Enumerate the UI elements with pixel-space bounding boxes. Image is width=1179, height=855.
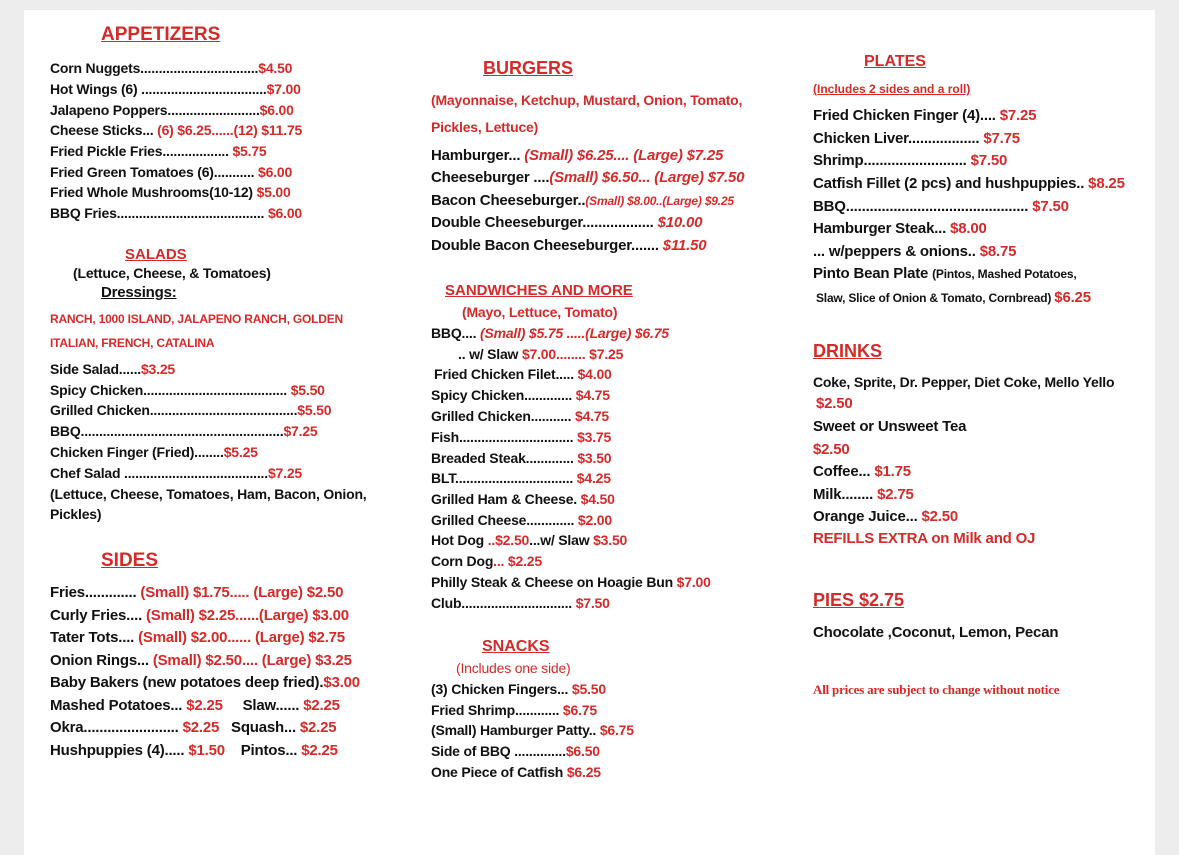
menu-item: Spicy Chicken............. $4.75 (431, 387, 610, 403)
menu-item: Side of BBQ ..............$6.50 (431, 743, 600, 759)
menu-item: Fried Shrimp............ $6.75 (431, 702, 597, 718)
price-disclaimer: All prices are subject to change without notice (813, 682, 1060, 697)
menu-item: Catfish Fillet (2 pcs) and hushpuppies.. $8.25 (813, 175, 1125, 192)
menu-item: Philly Steak & Cheese on Hoagie Bun $7.00 (431, 574, 711, 590)
dressings-list: ITALIAN, FRENCH, CATALINA (50, 336, 215, 350)
dressings-heading: Dressings: (101, 284, 177, 301)
menu-item: Shrimp.......................... $7.50 (813, 152, 1008, 169)
menu-item: Cheese Sticks... (6) $6.25......(12) $11.75 (50, 122, 303, 138)
menu-item: Corn Dog... $2.25 (431, 553, 542, 569)
menu-item: Grilled Chicken........................................$5.50 (50, 402, 332, 418)
menu-item: Coffee... $1.75 (813, 463, 911, 480)
menu-item: Club.............................. $7.50 (431, 595, 610, 611)
menu-item: BBQ Fries........................................ $6.00 (50, 205, 302, 221)
drinks-heading: DRINKS (813, 341, 883, 361)
burgers-note: (Mayonnaise, Ketchup, Mustard, Onion, Tomato, (431, 92, 743, 108)
plates-heading: PLATES (864, 53, 926, 70)
menu-item: Onion Rings... (Small) $2.50.... (Large) $3.25 (50, 652, 352, 669)
menu-item: Baby Bakers (new potatoes deep fried).$3.00 (50, 674, 360, 691)
menu-item: Spicy Chicken....................................... $5.50 (50, 382, 325, 398)
menu-item: Breaded Steak............. $3.50 (431, 450, 612, 466)
plates-note: (Includes 2 sides and a roll) (813, 82, 971, 96)
drinks-tea-price: $2.50 (813, 441, 850, 458)
menu-item: Hot Dog ..$2.50...w/ Slaw $3.50 (431, 532, 628, 548)
pies-heading: PIES $2.75 (813, 590, 905, 610)
drinks-sodas: Coke, Sprite, Dr. Pepper, Diet Coke, Mello Yello (813, 374, 1115, 390)
menu-item: Double Bacon Cheeseburger....... $11.50 (431, 237, 707, 254)
chef-salad-note: (Lettuce, Cheese, Tomatoes, Ham, Bacon, Onion, (50, 486, 367, 502)
dressings-list: RANCH, 1000 ISLAND, JALAPENO RANCH, GOLDEN (50, 312, 343, 326)
menu-item: BLT................................ $4.25 (431, 470, 611, 486)
menu-item: (3) Chicken Fingers... $5.50 (431, 681, 606, 697)
menu-item: Fried Chicken Filet..... $4.00 (434, 366, 612, 382)
refills-note: REFILLS EXTRA on Milk and OJ (813, 530, 1036, 547)
menu-item: (Small) Hamburger Patty.. $6.75 (431, 722, 634, 738)
menu-sheet (24, 10, 1155, 855)
menu-item: BBQ.............................................. $7.50 (813, 198, 1069, 215)
menu-item: Fried Whole Mushrooms(10-12) $5.00 (50, 184, 291, 200)
salads-heading: SALADS (125, 246, 187, 263)
menu-item: Fried Pickle Fries.................. $5.75 (50, 143, 267, 159)
drinks-tea: Sweet or Unsweet Tea (813, 418, 967, 435)
menu-item: Pinto Bean Plate (Pintos, Mashed Potatoes, (813, 265, 1077, 282)
menu-item: Hot Wings (6) ..................................$7.00 (50, 81, 301, 97)
menu-item: Cheeseburger ....(Small) $6.50... (Large) $7.50 (431, 169, 745, 186)
snacks-heading: SNACKS (482, 638, 550, 655)
menu-item: Slaw, Slice of Onion & Tomato, Cornbread) $6.25 (816, 289, 1091, 306)
pies-flavors: Chocolate ,Coconut, Lemon, Pecan (813, 624, 1059, 641)
menu-item: BBQ.... (Small) $5.75 .....(Large) $6.75 (431, 325, 669, 341)
burgers-note: Pickles, Lettuce) (431, 119, 539, 135)
menu-item: Hushpuppies (4)..... $1.50 Pintos... $2.25 (50, 742, 338, 759)
menu-item: Fries............. (Small) $1.75..... (Large) $2.50 (50, 584, 344, 601)
menu-item: Bacon Cheeseburger..(Small) $8.00..(Large) $9.25 (431, 192, 734, 209)
menu-item: Chicken Liver.................. $7.75 (813, 130, 1020, 147)
menu-item: .. w/ Slaw $7.00........ $7.25 (458, 346, 624, 362)
menu-item: Hamburger... (Small) $6.25.... (Large) $7.25 (431, 147, 724, 164)
chef-salad-note: Pickles) (50, 506, 102, 522)
burgers-heading: BURGERS (483, 58, 574, 78)
menu-item: Side Salad......$3.25 (50, 361, 175, 377)
appetizers-heading: APPETIZERS (101, 24, 221, 45)
drinks-sodas-price: $2.50 (816, 395, 853, 412)
menu-item: BBQ.......................................................$7.25 (50, 423, 318, 439)
menu-item: Hamburger Steak... $8.00 (813, 220, 987, 237)
menu-item: Fish............................... $3.75 (431, 429, 612, 445)
menu-item: Chicken Finger (Fried)........$5.25 (50, 444, 258, 460)
menu-item: Orange Juice... $2.50 (813, 508, 959, 525)
menu-item: Grilled Chicken........... $4.75 (431, 408, 610, 424)
menu-item: Chef Salad .......................................$7.25 (50, 465, 302, 481)
menu-item: Tater Tots.... (Small) $2.00...... (Large) $2.75 (50, 629, 345, 646)
menu-item: Double Cheeseburger.................. $10.00 (431, 214, 703, 231)
snacks-note: (Includes one side) (456, 660, 571, 676)
menu-item: Grilled Ham & Cheese. $4.50 (431, 491, 615, 507)
salads-note: (Lettuce, Cheese, & Tomatoes) (73, 265, 271, 281)
menu-item: One Piece of Catfish $6.25 (431, 764, 601, 780)
sides-heading: SIDES (101, 550, 159, 571)
menu-item: Fried Chicken Finger (4).... $7.25 (813, 107, 1037, 124)
menu-item: Fried Green Tomatoes (6)........... $6.00 (50, 164, 293, 180)
menu-item: Mashed Potatoes... $2.25 Slaw...... $2.25 (50, 697, 340, 714)
sandwiches-heading: SANDWICHES AND MORE (445, 282, 633, 299)
sandwiches-note: (Mayo, Lettuce, Tomato) (462, 304, 618, 320)
menu-item: Milk........ $2.75 (813, 486, 914, 503)
menu-item: Grilled Cheese............. $2.00 (431, 512, 612, 528)
menu-item: ... w/peppers & onions.. $8.75 (813, 243, 1017, 260)
menu-item: Curly Fries.... (Small) $2.25......(Large) $3.00 (50, 607, 349, 624)
menu-item: Jalapeno Poppers.........................$6.00 (50, 102, 294, 118)
menu-item: Corn Nuggets................................$4.50 (50, 60, 293, 76)
menu-item: Okra........................ $2.25 Squash... $2.25 (50, 719, 337, 736)
